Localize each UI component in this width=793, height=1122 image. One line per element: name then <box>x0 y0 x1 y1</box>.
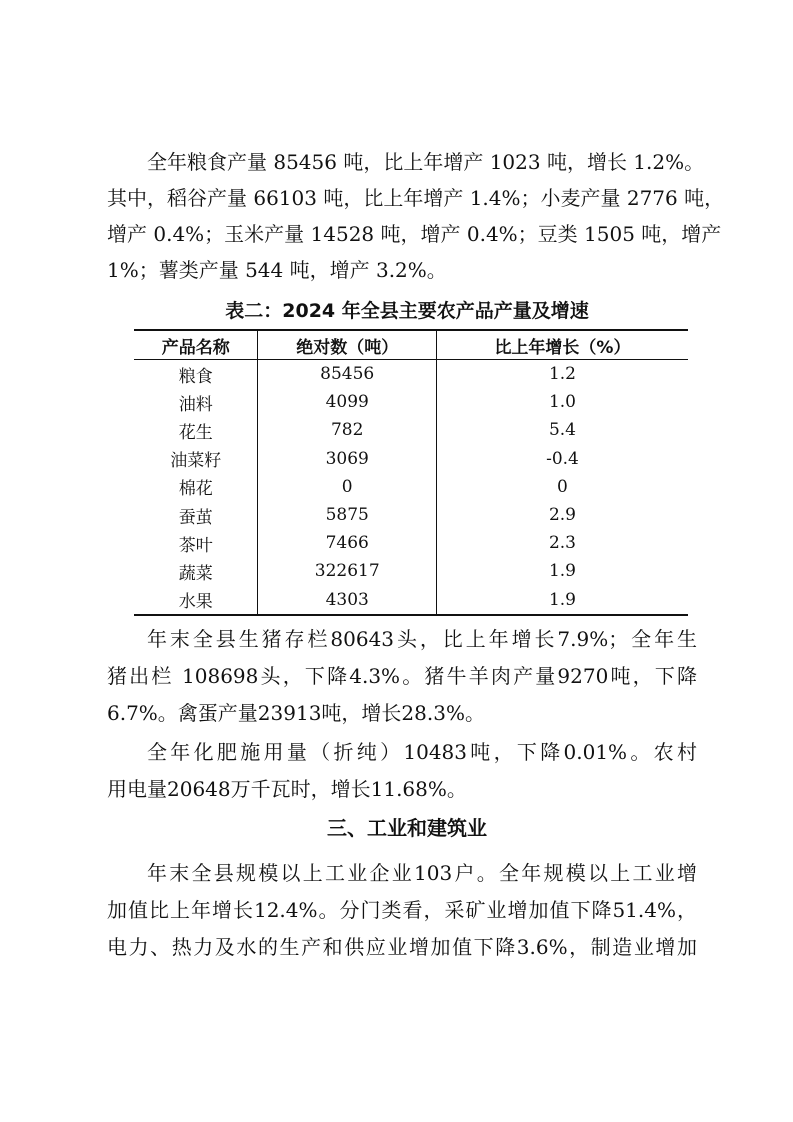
growth-cell: 1.0 <box>436 388 688 416</box>
growth-cell: 1.2 <box>436 360 688 389</box>
paragraph-line: 全年粮食产量 85456 吨，比上年增产 1023 吨，增长 1.2%。 <box>147 150 705 174</box>
column-header-growth-rate: 比上年增长（%） <box>436 330 688 360</box>
table-row <box>134 529 688 557</box>
table-row <box>134 388 688 416</box>
table-row <box>134 445 688 473</box>
table-row <box>134 360 688 389</box>
table-title: 表二：2024 年全县主要农产品产量及增速 <box>225 300 589 322</box>
amount-cell: 85456 <box>258 360 436 389</box>
paragraph-line: 电力、热力及水的生产和供应业增加值下降3.6%，制造业增加 <box>107 935 697 959</box>
paragraph-line: 增产 0.4%；玉米产量 14528 吨，增产 0.4%；豆类 1505 吨，增产 <box>107 222 722 246</box>
paragraph-line: 加值比上年增长12.4%。分门类看，采矿业增加值下降51.4%， <box>107 898 697 922</box>
growth-cell: 0 <box>436 473 688 501</box>
agricultural-products-table <box>134 329 688 616</box>
growth-cell: -0.4 <box>436 445 688 473</box>
livestock-paragraph <box>107 621 697 732</box>
table-row <box>134 416 688 444</box>
amount-cell: 322617 <box>258 557 436 585</box>
table-header-row <box>134 330 688 360</box>
paragraph-line: 用电量20648万千瓦时，增长11.68%。 <box>107 777 467 801</box>
grain-output-paragraph <box>107 144 725 288</box>
industry-paragraph <box>107 855 697 966</box>
column-header-absolute-amount: 绝对数（吨） <box>258 330 436 360</box>
paragraph-line: 1%；薯类产量 544 吨，增产 3.2%。 <box>107 258 447 282</box>
growth-cell: 2.9 <box>436 501 688 529</box>
table-row <box>134 586 688 615</box>
amount-cell: 5875 <box>258 501 436 529</box>
product-name-cell: 粮食 <box>178 366 213 387</box>
product-name-cell: 花生 <box>178 422 213 443</box>
table-row <box>134 473 688 501</box>
table-row <box>134 557 688 585</box>
amount-cell: 782 <box>258 416 436 444</box>
amount-cell: 4303 <box>258 586 436 615</box>
paragraph-line: 年末全县生猪存栏80643头，比上年增长7.9%；全年生 <box>147 627 697 651</box>
product-name-cell: 油料 <box>178 394 213 415</box>
amount-cell: 7466 <box>258 529 436 557</box>
product-name-cell: 油菜籽 <box>170 451 222 472</box>
product-name-cell: 茶叶 <box>178 535 213 556</box>
amount-cell: 0 <box>258 473 436 501</box>
paragraph-line: 猪出栏 108698头，下降4.3%。猪牛羊肉产量9270吨，下降 <box>107 664 697 688</box>
growth-cell: 1.9 <box>436 557 688 585</box>
product-name-cell: 水果 <box>134 586 258 615</box>
paragraph-line: 全年化肥施用量（折纯）10483吨，下降0.01%。农村 <box>147 740 697 764</box>
column-header-product-name: 产品名称 <box>134 330 258 360</box>
product-name-cell: 棉花 <box>178 479 213 500</box>
paragraph-line: 6.7%。禽蛋产量23913吨，增长28.3%。 <box>107 701 485 725</box>
growth-cell: 5.4 <box>436 416 688 444</box>
growth-cell: 1.9 <box>436 586 688 615</box>
table-row <box>134 501 688 529</box>
paragraph-line: 其中，稻谷产量 66103 吨，比上年增产 1.4%；小麦产量 2776 吨， <box>107 186 725 210</box>
paragraph-line: 年末全县规模以上工业企业103户。全年规模以上工业增 <box>147 861 697 885</box>
product-name-cell: 蚕茧 <box>178 507 213 528</box>
product-name-cell: 蔬菜 <box>178 563 213 584</box>
amount-cell: 3069 <box>258 445 436 473</box>
section-heading: 三、工业和建筑业 <box>327 816 487 840</box>
amount-cell: 4099 <box>258 388 436 416</box>
growth-cell: 2.3 <box>436 529 688 557</box>
fertilizer-electricity-paragraph <box>107 734 697 808</box>
